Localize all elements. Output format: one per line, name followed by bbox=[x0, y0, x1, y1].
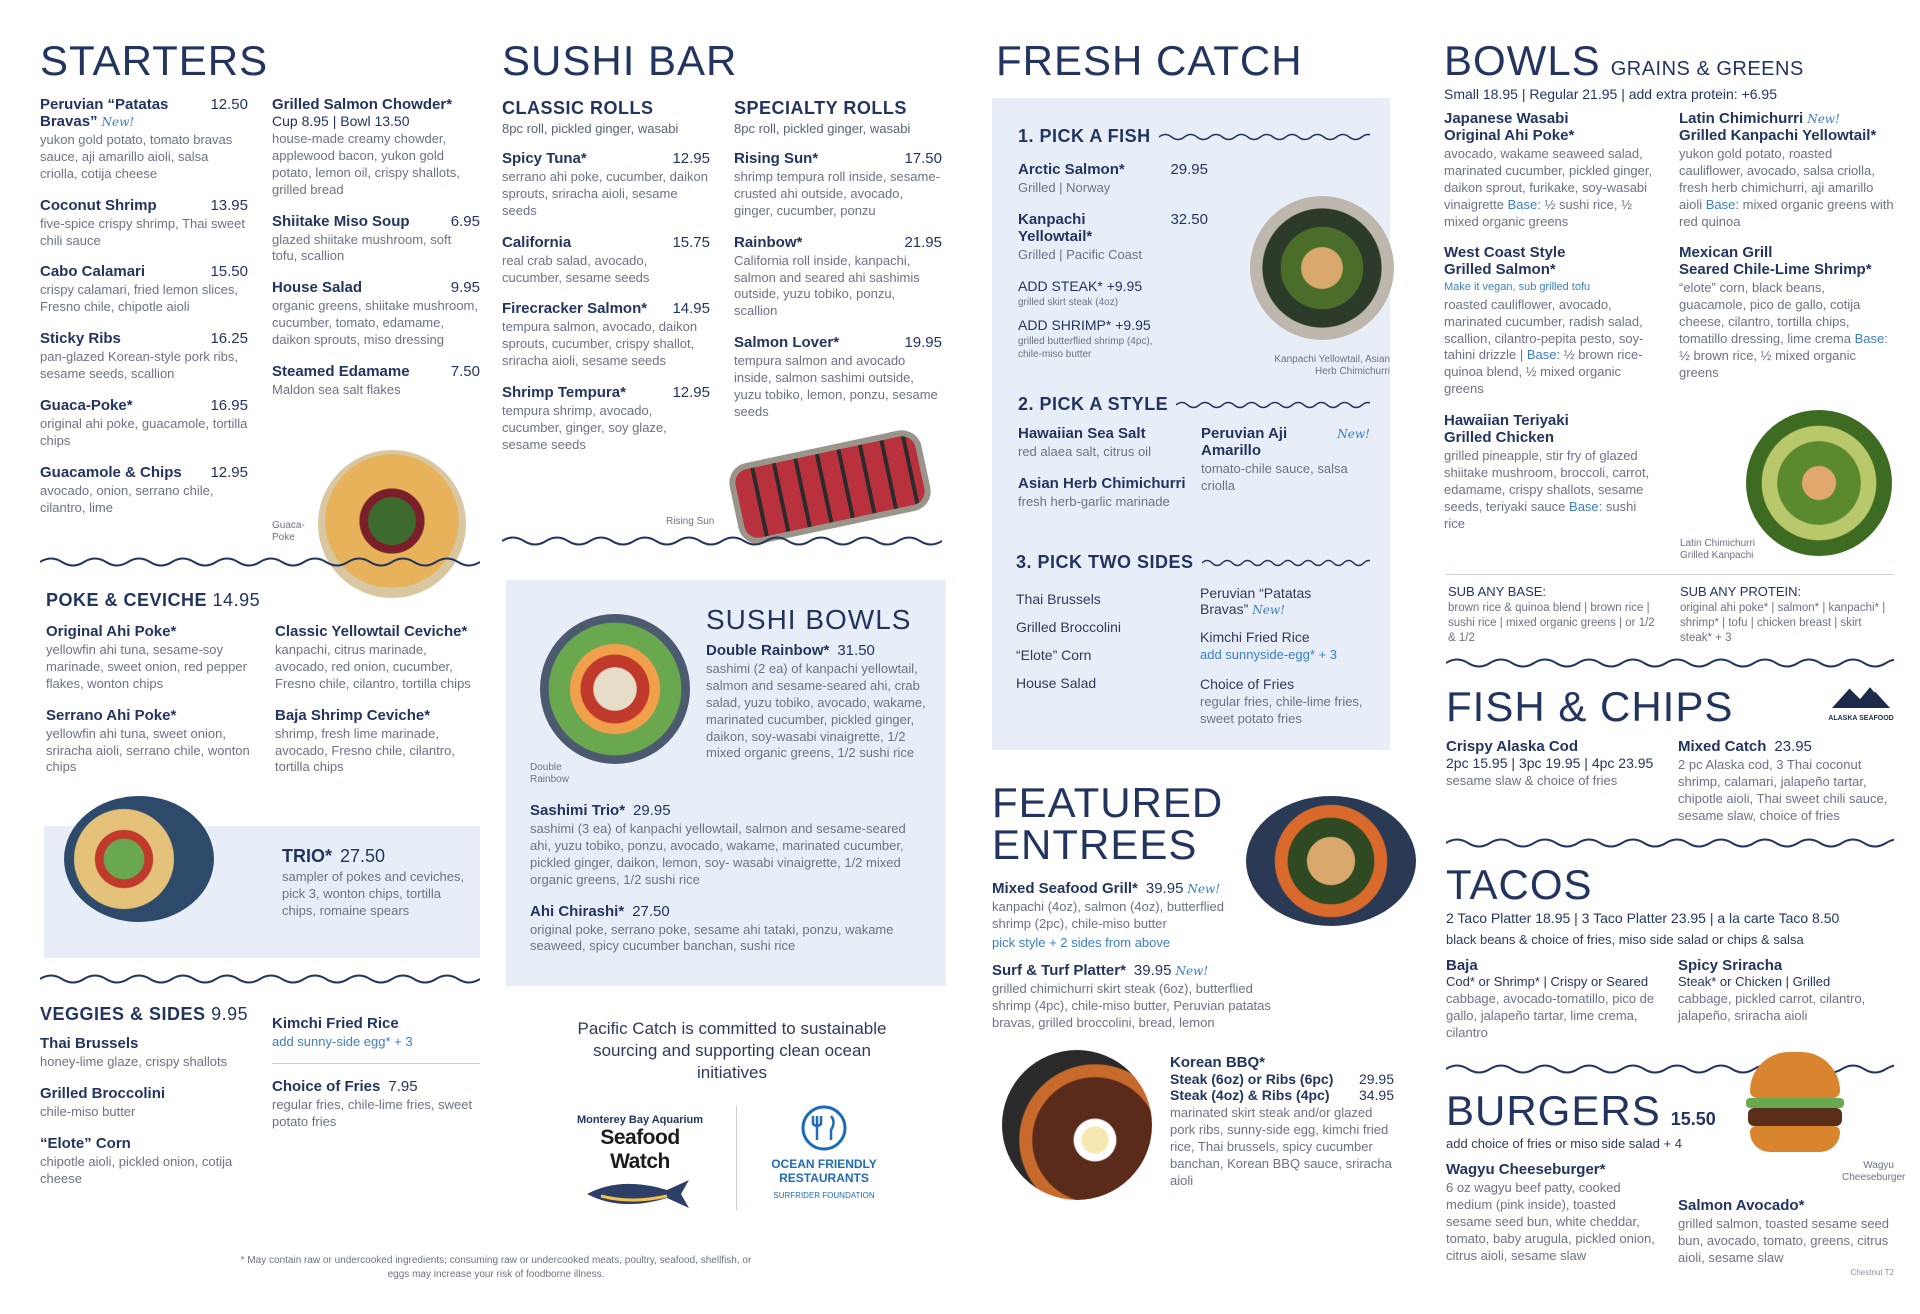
menu-item: Rising Sun* 17.50 shrimp tempura roll inside, sesame- crusted ahi outside, avocado, ginger, cucumber, ponzu bbox=[734, 150, 942, 218]
menu-item: Mexican Grill Seared Chile-Lime Shrimp* “elote” corn, black beans, guacamole, pico de gallo, cotija cheese, cilantro, tortilla chips, tomatillo dressing, lime crema Base: ½ brown rice, ½ mixed organic greens bbox=[1679, 244, 1888, 380]
featured-items-2 bbox=[992, 962, 1292, 1032]
photo-caption: Kanpachi Yellowtail, Asian Herb Chimichurri bbox=[1274, 354, 1390, 377]
sushi-bowls-title: SUSHI BOWLS bbox=[706, 604, 912, 635]
sub-options bbox=[1448, 584, 1892, 646]
poke-title: POKE & CEVICHE bbox=[46, 590, 208, 610]
veggies-title: VEGGIES & SIDES bbox=[40, 1004, 206, 1024]
burger-photo bbox=[1746, 1052, 1844, 1164]
menu-item: Arctic Salmon* 29.95 Grilled | Norway bbox=[1018, 161, 1208, 195]
burgers-price: 15.50 bbox=[1670, 1109, 1716, 1129]
korean-bbq-item: Korean BBQ* Steak (6oz) or Ribs (6pc) 29.95 Steak (4oz) & Ribs (4pc) 34.95 marinated skirt steak and/or glazed pork ribs, sunny-side egg, kimchi fried rice, Thai brussels, spicy cucumber banchan, Korean BBQ sauce, sriracha aioli bbox=[1170, 1054, 1394, 1188]
menu-item: Classic Yellowtail Ceviche* kanpachi, citrus marinade, avocado, red onion, cucumber, Fresno chile, cilantro, tortilla chips bbox=[275, 623, 471, 691]
photo-caption: Wagyu Cheeseburger bbox=[1842, 1160, 1906, 1183]
burgers-note: add choice of fries or miso side salad + 4 bbox=[1446, 1136, 1682, 1151]
menu-item: Mixed Seafood Grill* 39.95 New! kanpachi (4oz), salmon (4oz), butterflied shrimp (2pc), chile-miso butter pick style + 2 sides from above bbox=[992, 880, 1224, 950]
menu-item: Peruvian Aji Amarillo New! tomato-chile sauce, salsa criolla bbox=[1201, 425, 1370, 493]
commitment-text: Pacific Catch is committed to sustainable sourcing and supporting clean ocean initiatives bbox=[577, 1019, 887, 1083]
poke-section bbox=[46, 590, 480, 776]
footer-code: Chestnut T2 bbox=[1850, 1268, 1894, 1277]
menu-item: “Elote” Corn chipotle aioli, pickled onion, cotija cheese bbox=[40, 1134, 233, 1186]
sub-protein-list: original ahi poke* | salmon* | kanpachi* | shrimp* | tofu | chicken breast | skirt steak* + 3 bbox=[1680, 602, 1886, 644]
menu-item: ADD SHRIMP* +9.95 grilled butterflied shrimp (4pc), chile-miso butter bbox=[1018, 316, 1153, 360]
menu-item: Original Ahi Poke* yellowfin ahi tuna, sesame-soy marinade, sweet onion, red pepper flakes, wonton chips bbox=[46, 623, 247, 691]
korean-bbq-photo bbox=[1002, 1050, 1152, 1200]
menu-item: Peruvian “Patatas Bravas” New! 12.50 yukon gold potato, tomato bravas sauce, aji amarillo aioli, salsa criolla, cotija cheese bbox=[40, 96, 248, 181]
classic-rolls-note: 8pc roll, pickled ginger, wasabi bbox=[502, 121, 679, 136]
disclaimer: * May contain raw or undercooked ingredients; consuming raw or undercooked meats, poultry, seafood, shellfish, or eggs may increase your risk of foodborne illness. bbox=[240, 1255, 752, 1280]
sushi-title: SUSHI BAR bbox=[502, 37, 738, 84]
side-item: Choice of Fries regular fries, chile-lime fries, sweet potato fries bbox=[1200, 675, 1363, 726]
classic-rolls-title: CLASSIC ROLLS bbox=[502, 98, 654, 118]
menu-item: Mixed Catch 23.95 2 pc Alaska cod, 3 Thai coconut shrimp, calamari, jalapeño tartar, chipotle aioli, Thai sweet chili sauce, sesame slaw, choice of fries bbox=[1678, 738, 1888, 823]
mountain-icon bbox=[1830, 680, 1892, 710]
poke-price: 14.95 bbox=[212, 590, 261, 610]
menu-item: Kanpachi Yellowtail* 32.50 Grilled | Pacific Coast bbox=[1018, 210, 1208, 262]
trio-item: TRIO* 27.50 sampler of pokes and ceviches, pick 3, wonton chips, tortilla chips, romaine spears bbox=[282, 846, 465, 918]
menu-item: ADD STEAK* +9.95 grilled skirt steak (4oz) bbox=[1018, 277, 1143, 308]
menu-item: Hawaiian Sea Salt red alaea salt, citrus oil bbox=[1018, 425, 1151, 459]
veggies-price: 9.95 bbox=[211, 1004, 249, 1024]
menu-item: Kimchi Fried Rice add sunny-side egg* + 3 bbox=[272, 1015, 413, 1049]
menu-item: Surf & Turf Platter* 39.95 New! grilled chimichurri skirt steak (6oz), butterflied shrimp (4pc), chile-miso butter, Peruvian patatas bravas, grilled broccolini, bread, lemon bbox=[992, 962, 1271, 1030]
menu-item: Choice of Fries 7.95 regular fries, chile-lime fries, sweet potato fries bbox=[272, 1077, 473, 1129]
wave-divider bbox=[1202, 558, 1370, 568]
menu-item: Serrano Ahi Poke* yellowfin ahi tuna, sweet onion, sriracha aioli, serrano chile, wonton chips bbox=[46, 706, 250, 775]
kanpachi-photo bbox=[1250, 196, 1394, 340]
side-item: Grilled Broccolini bbox=[1016, 619, 1122, 635]
tacos-note: black beans & choice of fries, miso side salad or chips & salsa bbox=[1446, 932, 1804, 947]
pick-sides bbox=[1016, 552, 1370, 728]
wave-divider bbox=[40, 555, 480, 569]
burgers-title: BURGERS bbox=[1446, 1087, 1661, 1134]
menu-item: Ahi Chirashi* 27.50 original poke, serrano poke, sesame ahi tataki, ponzu, wakame seaweed, spicy cucumber banchan, sushi rice bbox=[530, 902, 894, 954]
menu-item: Baja Shrimp Ceviche* shrimp, fresh lime marinade, avocado, Fresno chile, cilantro, tortilla chips bbox=[275, 706, 455, 775]
starters-title: STARTERS bbox=[40, 37, 269, 84]
starters-section bbox=[40, 37, 480, 517]
sub-protein-title: SUB ANY PROTEIN: bbox=[1680, 584, 1802, 599]
menu-item: Steamed Edamame 7.50 Maldon sea salt flakes bbox=[272, 363, 480, 398]
latin-chimichurri-photo bbox=[1746, 410, 1892, 556]
menu-item: Baja Cod* or Shrimp* | Crispy or Seared cabbage, avocado-tomatillo, pico de gallo, jalapeño tartar, lime crema, cilantro bbox=[1446, 957, 1655, 1040]
featured-items bbox=[992, 880, 1232, 952]
step-3-title: 3. PICK TWO SIDES bbox=[1016, 552, 1194, 572]
trio-photo bbox=[64, 796, 214, 922]
tuna-icon bbox=[581, 1174, 699, 1214]
wave-divider bbox=[502, 534, 942, 548]
menu-item: Hawaiian Teriyaki Grilled Chicken grilled pineapple, stir fry of glazed shiitake mushroom, broccoli, carrot, edamame, crispy shallots, sesame seeds, teriyaki sauce Base: sushi rice bbox=[1444, 412, 1650, 531]
ocean-friendly-logo: OCEAN FRIENDLY RESTAURANTS SURFRIDER FOUNDATION bbox=[764, 1104, 884, 1200]
menu-item: Shiitake Miso Soup 6.95 glazed shiitake mushroom, soft tofu, scallion bbox=[272, 212, 480, 264]
photo-caption: Latin Chimichurri Grilled Kanpachi bbox=[1680, 538, 1756, 561]
wave-divider bbox=[1176, 400, 1370, 410]
fresh-catch-section bbox=[996, 37, 1416, 84]
menu-item: West Coast Style Grilled Salmon* Make it vegan, sub grilled tofu roasted cauliflower, avocado, marinated cucumber, radish salad, scallion, cilantro-pepita pesto, soy- tahini drizzle | Base: ½ brown rice-quinoa blend, ½ mixed organic greens bbox=[1444, 244, 1644, 397]
wave-divider bbox=[40, 972, 480, 986]
sub-base-title: SUB ANY BASE: bbox=[1448, 584, 1547, 599]
menu-item: Thai Brussels honey-lime glaze, crispy shallots bbox=[40, 1035, 228, 1069]
menu-item: Shrimp Tempura* 12.95 tempura shrimp, avocado, cucumber, ginger, soy glaze, sesame seeds bbox=[502, 384, 710, 452]
photo-caption: Double Rainbow bbox=[530, 762, 569, 785]
menu-item: California 15.75 real crab salad, avocado, cucumber, sesame seeds bbox=[502, 233, 710, 285]
step-1-title: 1. PICK A FISH bbox=[1018, 126, 1151, 146]
seafood-watch-logo: Monterey Bay Aquarium Seafood Watch bbox=[570, 1114, 710, 1219]
menu-item: Wagyu Cheeseburger* 6 oz wagyu beef patty, cooked medium (pink inside), toasted sesame seed bun, white cheddar, tomato, baby arugula, pickled onion, citrus aioli, sesame slaw bbox=[1446, 1161, 1655, 1263]
menu-item: Spicy Tuna* 12.95 serrano ahi poke, cucumber, daikon sprouts, sriracha aioli, sesame seeds bbox=[502, 150, 710, 218]
starters-left bbox=[40, 96, 248, 517]
photo-caption: Rising Sun bbox=[666, 516, 715, 527]
menu-item: Grilled Salmon Chowder* Cup 8.95 | Bowl 13.50 house-made creamy chowder, applewood bacon, yukon gold potato, lemon oil, crispy shallots, grilled bread bbox=[272, 96, 460, 197]
menu-item: Asian Herb Chimichurri fresh herb-garlic marinade bbox=[1018, 474, 1186, 509]
menu-item: Salmon Lover* 19.95 tempura salmon and avocado inside, salmon sashimi outside, yuzu tobiko, lemon, ponzu, sesame seeds bbox=[734, 334, 942, 419]
side-item: Kimchi Fried Rice add sunnyside-egg* + 3 bbox=[1200, 629, 1337, 662]
wave-divider bbox=[1446, 656, 1894, 670]
menu-item: Japanese Wasabi Original Ahi Poke* avocado, wakame seaweed salad, marinated cucumber, pickled ginger, daikon sprout, furikake, soy-wasabi vinaigrette Base: ½ sushi rice, ½ mixed organic greens bbox=[1444, 110, 1653, 229]
photo-caption: Guaca-Poke bbox=[272, 520, 305, 543]
sub-base-list: brown rice & quinoa blend | brown rice | sushi rice | mixed organic greens | or 1/2 & 1/2 bbox=[1448, 602, 1655, 644]
menu-item: Guacamole & Chips 12.95 avocado, onion, serrano chile, cilantro, lime bbox=[40, 463, 248, 515]
step-2-title: 2. PICK A STYLE bbox=[1018, 394, 1169, 414]
fish-chips-section bbox=[1446, 683, 1894, 825]
pick-style bbox=[1018, 394, 1370, 511]
mixed-seafood-photo bbox=[1246, 796, 1416, 926]
fish-chips-title: FISH & CHIPS bbox=[1446, 683, 1734, 730]
alaska-seafood-logo: ALASKA SEAFOOD bbox=[1828, 680, 1894, 722]
specialty-rolls-note: 8pc roll, pickled ginger, wasabi bbox=[734, 121, 911, 136]
side-item: Thai Brussels bbox=[1016, 591, 1101, 607]
tacos-title: TACOS bbox=[1446, 861, 1593, 908]
guaca-poke-photo bbox=[318, 450, 466, 598]
featured-title-2: ENTREES bbox=[992, 821, 1198, 868]
featured-section bbox=[992, 779, 1242, 868]
fresh-catch-title: FRESH CATCH bbox=[996, 37, 1303, 84]
menu-item: Cabo Calamari 15.50 crispy calamari, fried lemon slices, Fresno chile, chipotle aioli bbox=[40, 263, 248, 315]
menu-item: House Salad 9.95 organic greens, shiitake mushroom, cucumber, tomato, edamame, daikon sprouts, miso dressing bbox=[272, 279, 480, 348]
fork-knife-icon bbox=[800, 1104, 848, 1152]
menu-item: Crispy Alaska Cod 2pc 15.95 | 3pc 19.95 | 4pc 23.95 sesame slaw & choice of fries bbox=[1446, 738, 1654, 788]
double-rainbow-photo bbox=[540, 614, 690, 764]
sushi-bowls-more bbox=[530, 802, 930, 955]
tacos-pricing: 2 Taco Platter 18.95 | 3 Taco Platter 23.95 | a la carte Taco 8.50 bbox=[1446, 910, 1840, 926]
tacos-section bbox=[1446, 861, 1894, 1042]
menu-item: Sticky Ribs 16.25 pan-glazed Korean-style pork ribs, sesame seeds, scallion bbox=[40, 330, 248, 382]
menu-item: Grilled Broccolini chile-miso butter bbox=[40, 1084, 166, 1119]
bowls-title: BOWLS bbox=[1444, 37, 1601, 84]
menu-item: Coconut Shrimp 13.95 five-spice crispy shrimp, Thai sweet chili sauce bbox=[40, 196, 248, 248]
bowls-pricing: Small 18.95 | Regular 21.95 | add extra protein: +6.95 bbox=[1444, 86, 1777, 102]
menu-item: Rainbow* 21.95 California roll inside, kanpachi, salmon and seared ahi sashimis outside, yuzu tobiko, ponzu, scallion bbox=[734, 233, 942, 319]
menu-item: Spicy Sriracha Steak* or Chicken | Grilled cabbage, pickled carrot, cilantro, jalapeño, sriracha aioli bbox=[1678, 957, 1866, 1023]
featured-title-1: FEATURED bbox=[992, 779, 1224, 826]
menu-item: Sashimi Trio* 29.95 sashimi (3 ea) of kanpachi yellowtail, salmon and sesame-seared ahi, yuzu tobiko, ponzu, avocado, wakame, marinated cucumber, pickled ginger, daikon, lemon, soy- wasabi vinaigrette, 1/2 mixed organic greens, 1/2 sushi rice bbox=[530, 802, 906, 887]
side-item: “Elote” Corn bbox=[1016, 647, 1092, 663]
bowls-subtitle: GRAINS & GREENS bbox=[1610, 58, 1804, 80]
menu-item: Firecracker Salmon* 14.95 tempura salmon, avocado, daikon sprouts, cucumber, crispy shallot, sriracha aioli, sesame seeds bbox=[502, 300, 710, 369]
menu-item: Double Rainbow* 31.50 sashimi (2 ea) of kanpachi yellowtail, salmon and sesame-seared ahi, crab salad, yuzu tobiko, avocado, wakame, marinated cucumber, pickled ginger, daikon, soy-wasabi vinaigrette, 1/2 mixed organic greens, 1/2 sushi rice bbox=[706, 642, 926, 761]
veggies-section bbox=[40, 1004, 480, 1188]
menu-item: Guaca-Poke* 16.95 original ahi poke, guacamole, tortilla chips bbox=[40, 397, 248, 448]
side-item: House Salad bbox=[1016, 675, 1097, 691]
menu-item: Salmon Avocado* grilled salmon, toasted sesame seed bun, avocado, tomato, greens, citrus aioli, sesame slaw bbox=[1678, 1197, 1890, 1265]
menu-item: Latin Chimichurri New! Grilled Kanpachi Yellowtail* yukon gold potato, roasted cauliflower, avocado, salsa criolla, fresh herb chimichurri, aji amarillo aioli Base: mixed organic greens with red quinoa bbox=[1679, 110, 1894, 229]
specialty-rolls-title: SPECIALTY ROLLS bbox=[734, 98, 907, 118]
wave-divider bbox=[1446, 836, 1894, 850]
sushi-section bbox=[502, 37, 942, 454]
side-item: Peruvian “Patatas Bravas” New! bbox=[1200, 585, 1312, 617]
wave-divider bbox=[1159, 132, 1370, 142]
sushi-bowls-section bbox=[706, 606, 934, 762]
